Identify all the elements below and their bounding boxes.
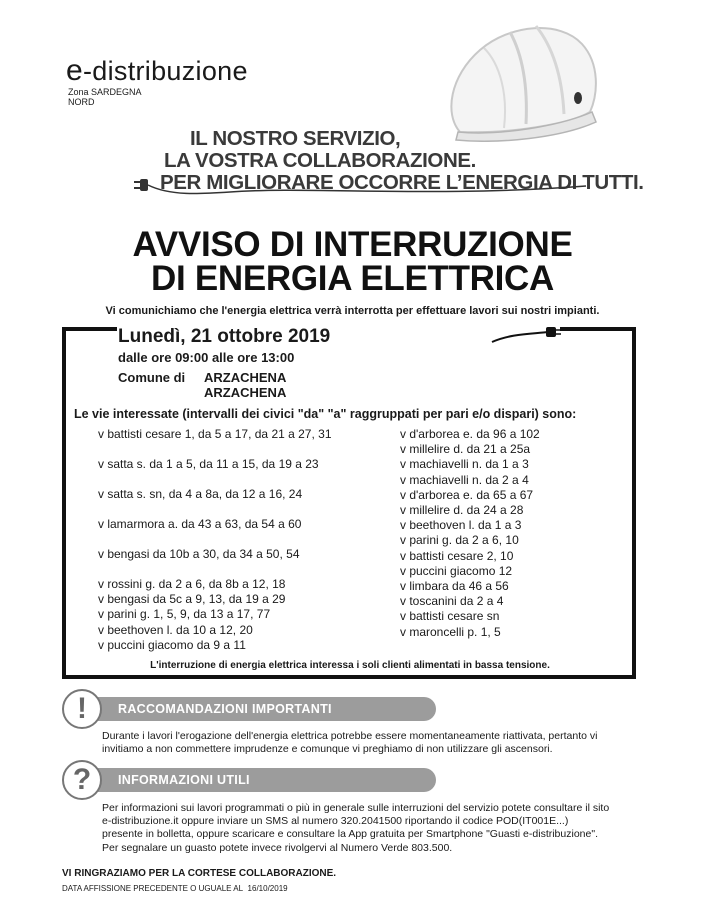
comune-value-1: ARZACHENA bbox=[204, 370, 287, 385]
street-item: v lamarmora a. da 43 a 63, da 54 a 60 bbox=[98, 517, 302, 531]
street-item: v maroncelli p. 1, 5 bbox=[400, 624, 501, 639]
streets-list-right bbox=[400, 427, 625, 640]
comune-label: Comune di bbox=[118, 370, 186, 385]
affix-date-line bbox=[62, 884, 288, 893]
zone-line-1: Zona SARDEGNA bbox=[68, 87, 142, 97]
slogan-line-1: IL NOSTRO SERVIZIO, bbox=[190, 127, 401, 150]
notice-box-top-left bbox=[62, 327, 117, 331]
street-item: v satta s. da 1 a 5, da 11 a 15, da 19 a 23 bbox=[98, 457, 319, 471]
street-item: v beethoven l. da 10 a 12, 20 bbox=[98, 622, 253, 637]
logo-text: -distribuzione bbox=[83, 56, 248, 86]
info-text bbox=[102, 802, 682, 855]
question-icon: ? bbox=[62, 760, 102, 800]
street-item: v machiavelli n. da 1 a 3 bbox=[400, 457, 529, 472]
street-item: v rossini g. da 2 a 6, da 8b a 12, 18 bbox=[98, 577, 286, 591]
street-item: v puccini giacomo 12 bbox=[400, 563, 513, 578]
street-item: v puccini giacomo da 9 a 11 bbox=[98, 637, 246, 652]
street-item: v millelire d. da 24 a 28 bbox=[400, 503, 524, 518]
affix-label: DATA AFFISSIONE PRECEDENTE O UGUALE AL bbox=[62, 884, 244, 893]
info-line-1: Per informazioni sui lavori programmati o più in generale sulle interruzioni del servizio potete consultare il sito bbox=[102, 802, 610, 814]
street-item: v d'arborea e. da 65 a 67 bbox=[400, 487, 534, 502]
intro-text: Vi comunichiamo che l'energia elettrica verrà interrotta per effettuare lavori sui nostri impianti. bbox=[105, 305, 600, 317]
recommendations-line-1: Durante i lavori l'erogazione dell'energia elettrica potrebbe essere momentaneamente riattivata, pertanto vi bbox=[102, 730, 598, 742]
slogan-line-3: PER MIGLIORARE OCCORRE L’ENERGIA DI TUTTI. bbox=[160, 171, 644, 194]
info-line-2: e-distribuzione.it oppure inviare un SMS al numero 320.2041500 riportando il codice POD(IT001E...) bbox=[102, 815, 569, 828]
street-item: v battisti cesare 1, da 5 a 17, da 21 a 27, 31 bbox=[98, 427, 332, 441]
street-item: v limbara da 46 a 56 bbox=[400, 579, 509, 594]
zone-line-2: NORD bbox=[68, 97, 95, 107]
info-line-3: presente in bolletta, oppure scaricare e consultare la App gratuita per Smartphone "Guasti e-distribuzione". bbox=[102, 828, 598, 841]
helmet-icon bbox=[440, 14, 610, 142]
street-item: v millelire d. da 21 a 25a bbox=[400, 442, 531, 457]
plug-cord-icon bbox=[490, 324, 562, 346]
brand-logo bbox=[66, 54, 248, 88]
recommendations-text bbox=[102, 730, 662, 756]
recommendations-line-2: invitiamo a non commettere imprudenze e comunque vi preghiamo di non utilizzare gli ascensori. bbox=[102, 743, 553, 756]
street-item: v beethoven l. da 1 a 3 bbox=[400, 518, 522, 533]
recommendations-header: RACCOMANDAZIONI IMPORTANTI bbox=[96, 697, 436, 721]
comune-value-2: ARZACHENA bbox=[204, 385, 287, 400]
outage-hours: dalle ore 09:00 alle ore 13:00 bbox=[118, 350, 295, 365]
thanks-text: VI RINGRAZIAMO PER LA CORTESE COLLABORAZIONE. bbox=[62, 868, 337, 879]
street-item: v bengasi da 10b a 30, da 34 a 50, 54 bbox=[98, 547, 300, 561]
info-line-4: Per segnalare un guasto potete invece rivolgervi al Numero Verde 803.500. bbox=[102, 841, 453, 854]
streets-list-left bbox=[98, 427, 343, 653]
page-title bbox=[60, 225, 645, 298]
street-item: v satta s. sn, da 4 a 8a, da 12 a 16, 24 bbox=[98, 487, 303, 501]
affix-date: 16/10/2019 bbox=[247, 884, 288, 893]
low-voltage-note: L'interruzione di energia elettrica interessa i soli clienti alimentati in bassa tensione. bbox=[150, 660, 550, 671]
comune-values bbox=[204, 370, 286, 400]
title-line-2: DI ENERGIA ELETTRICA bbox=[151, 259, 554, 298]
street-item: v toscanini da 2 a 4 bbox=[400, 594, 504, 609]
outage-date: Lunedì, 21 ottobre 2019 bbox=[118, 326, 331, 347]
slogan-line-2: LA VOSTRA COLLABORAZIONE. bbox=[164, 149, 476, 172]
street-item: v machiavelli n. da 2 a 4 bbox=[400, 472, 529, 487]
street-item: v bengasi da 5c a 9, 13, da 19 a 29 bbox=[98, 592, 286, 607]
street-item: v d'arborea e. da 96 a 102 bbox=[400, 427, 540, 441]
notice-box-top-right bbox=[560, 327, 636, 331]
info-header: INFORMAZIONI UTILI bbox=[96, 768, 436, 792]
zone-label bbox=[68, 87, 142, 107]
street-item: v parini g. 1, 5, 9, da 13 a 17, 77 bbox=[98, 607, 271, 622]
streets-heading: Le vie interessate (intervalli dei civici "da" "a" raggruppati per pari e/o dispari) sono: bbox=[74, 407, 577, 421]
warning-icon: ! bbox=[62, 689, 102, 729]
street-item: v parini g. da 2 a 6, 10 bbox=[400, 533, 519, 548]
title-line-1: AVVISO DI INTERRUZIONE bbox=[132, 225, 573, 264]
street-item: v battisti cesare 2, 10 bbox=[400, 548, 514, 563]
street-item: v battisti cesare sn bbox=[400, 609, 500, 624]
plug-icon bbox=[130, 171, 644, 198]
logo-e: e bbox=[66, 54, 83, 87]
